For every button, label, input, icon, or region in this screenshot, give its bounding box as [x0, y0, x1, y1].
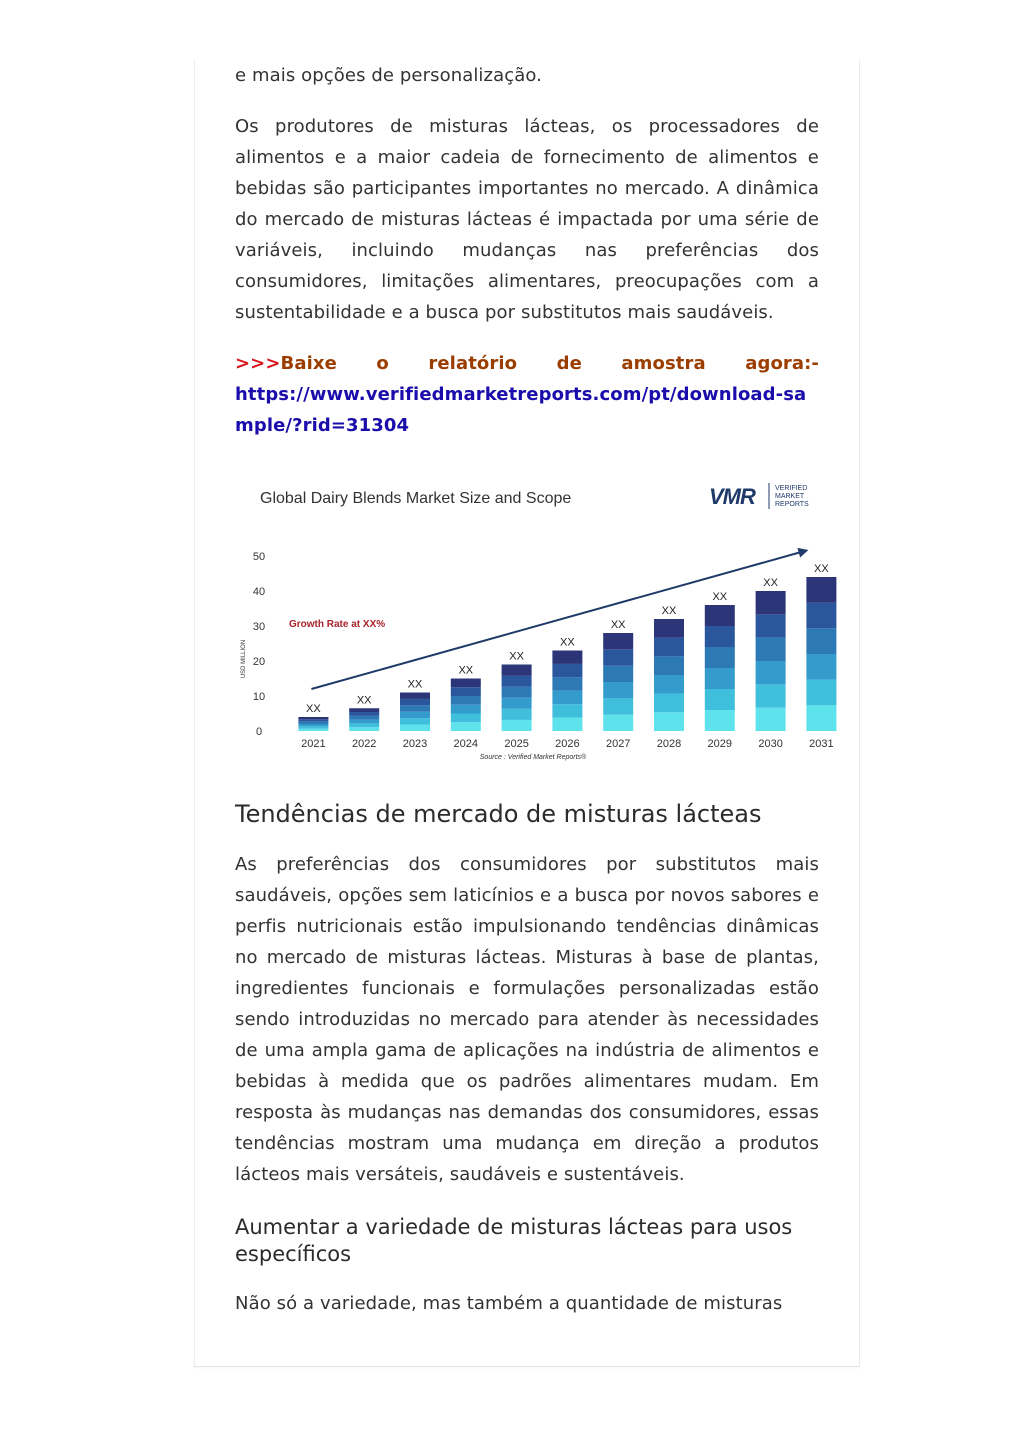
y-tick-label: 50	[252, 551, 266, 563]
bar-segment	[451, 696, 481, 705]
bar-data-label: XX	[306, 703, 321, 715]
bar-segment	[756, 708, 786, 731]
bar-segment	[451, 714, 481, 723]
bar-segment	[349, 708, 379, 712]
bar-segment	[451, 679, 481, 688]
x-tick-label: 2028	[656, 738, 682, 750]
bar-segment	[756, 638, 786, 661]
vmr-logo-mark: VMR	[709, 484, 755, 509]
y-tick-label: 20	[252, 656, 266, 668]
bar-segment	[298, 724, 328, 726]
vmr-logo-line-1: VERIFIED	[775, 485, 808, 492]
x-tick-label: 2026	[555, 738, 580, 750]
bar-data-label: XX	[763, 577, 778, 589]
bar-segment	[502, 665, 532, 676]
growth-rate-annotation: Growth Rate at XX%	[289, 619, 386, 630]
x-tick-label: 2021	[301, 738, 326, 750]
bar-data-label: XX	[610, 619, 626, 631]
bar-segment	[603, 649, 633, 665]
bar-segment	[400, 718, 430, 724]
bar-segment	[806, 680, 836, 706]
bar-segment	[654, 712, 684, 731]
bar-segment	[654, 619, 684, 638]
bar-segment	[400, 725, 430, 731]
y-tick-label: 30	[252, 621, 266, 633]
vmr-logo-line-3: REPORTS	[775, 501, 809, 508]
bar-segment	[552, 677, 582, 690]
bar-segment	[349, 727, 379, 731]
bar-segment	[756, 614, 786, 637]
cta-label: Baixe o relatório de amostra agora:-	[280, 353, 819, 374]
bar-segment	[400, 699, 430, 705]
bar-segment	[654, 638, 684, 657]
bar-segment	[552, 718, 582, 731]
bar-segment	[654, 675, 684, 694]
bar-segment	[451, 687, 481, 696]
paragraph-trends: As preferências dos consumidores por substitutos mais saudáveis, opções sem laticínios e a busca por novos sabores e perfis nutricionais estão impulsionando tendências dinâmicas no mercado de misturas lácteas. Misturas à base de plantas, ingredientes funcionais e formulações personalizadas estão sendo introduzidas no mercado para atender às necessidades de uma ampla gama de aplicações na indústria de alimentos e bebidas à medida que os padrões alimentares mudam. Em resposta às mudanças nas demandas dos consumidores, essas tendências mostram uma mudança em direção a produtos lácteos mais versáteis, saudáveis e sustentáveis.	[235, 854, 819, 1185]
bar-segment	[705, 626, 735, 647]
bar-segment	[705, 689, 735, 710]
bar-segment	[603, 715, 633, 731]
bar-segment	[806, 628, 836, 654]
bar-data-label: XX	[356, 694, 372, 707]
bar-segment	[400, 693, 430, 699]
bar-segment	[603, 633, 633, 649]
bar-segment	[349, 720, 379, 724]
y-axis-label: USD MILLION	[241, 639, 247, 679]
x-tick-label: 2023	[402, 738, 428, 750]
bar-segment	[603, 666, 633, 682]
cta-arrows: >>>	[235, 353, 281, 374]
x-tick-label: 2031	[809, 738, 834, 750]
bar-segment	[806, 603, 836, 629]
bar-segment	[298, 722, 328, 724]
bar-data-label: XX	[407, 678, 423, 691]
x-tick-label: 2022	[351, 738, 377, 750]
bar-segment	[400, 705, 430, 711]
paragraph-variety: Não só a variedade, mas também a quantidade de misturas	[235, 1293, 783, 1314]
bar-segment	[349, 712, 379, 716]
bar-segment	[502, 687, 532, 698]
bar-segment	[502, 698, 532, 709]
bar-segment	[298, 729, 328, 731]
bar-segment	[603, 682, 633, 698]
bar-segment	[705, 647, 735, 668]
bar-data-label: XX	[661, 605, 677, 617]
bar-segment	[502, 720, 532, 731]
bar-segment	[705, 668, 735, 689]
bar-segment	[806, 654, 836, 680]
market-size-chart-svg	[235, 469, 834, 771]
bar-segment	[502, 676, 532, 687]
bar-data-label: XX	[458, 664, 474, 677]
x-tick-label: 2030	[758, 738, 783, 750]
bar-segment	[552, 704, 582, 717]
section-heading-trends: Tendências de mercado de misturas lácteas	[235, 800, 762, 828]
bar-segment	[502, 709, 532, 720]
vmr-logo-line-2: MARKET	[775, 493, 805, 500]
bar-segment	[349, 723, 379, 727]
chart-title: Global Dairy Blends Market Size and Scope	[260, 490, 572, 507]
bar-data-label: XX	[509, 650, 524, 663]
bar-segment	[400, 712, 430, 718]
chart-source: Source : Verified Market Reports®	[479, 754, 587, 761]
bar-segment	[806, 577, 836, 603]
y-tick-label: 0	[255, 726, 263, 738]
bar-segment	[756, 591, 786, 614]
bar-segment	[756, 661, 786, 684]
bar-segment	[298, 717, 328, 719]
bar-segment	[654, 656, 684, 675]
bar-segment	[756, 684, 786, 707]
bar-segment	[654, 694, 684, 713]
y-tick-label: 40	[252, 586, 266, 598]
paragraph-intro-tail: e mais opções de personalização.	[235, 65, 542, 86]
bar-segment	[552, 664, 582, 677]
bar-segment	[298, 726, 328, 728]
bar-segment	[705, 710, 735, 731]
download-sample-link[interactable]: https://www.verifiedmarketreports.com/pt/download-sample/?rid=31304	[235, 384, 807, 436]
bar-segment	[705, 605, 735, 626]
market-size-chart	[235, 469, 834, 771]
x-tick-label: 2027	[605, 738, 631, 750]
x-tick-label: 2025	[504, 738, 529, 750]
cta-label-line	[235, 348, 819, 379]
bar-segment	[451, 722, 481, 731]
bar-data-label: XX	[814, 563, 829, 575]
subsection-heading-variety: Aumentar a variedade de misturas lácteas para usos específicos	[235, 1215, 793, 1266]
article-card	[194, 60, 860, 1367]
paragraph-market-participants: Os produtores de misturas lácteas, os processadores de alimentos e a maior cadeia de fornecimento de alimentos e bebidas são participantes importantes no mercado. A dinâmica do mercado de misturas lácteas é impactada por uma série de variáveis, incluindo mudanças nas preferências dos consumidores, limitações alimentares, preocupações com a sustentabilidade e a busca por substitutos mais saudáveis.	[235, 116, 819, 323]
x-tick-label: 2024	[453, 738, 479, 750]
y-tick-label: 10	[252, 691, 266, 703]
bar-segment	[806, 705, 836, 731]
x-tick-label: 2029	[707, 738, 733, 750]
bar-data-label: XX	[560, 636, 575, 649]
bar-segment	[552, 691, 582, 704]
bar-segment	[349, 716, 379, 720]
bar-segment	[451, 705, 481, 714]
bar-segment	[552, 651, 582, 664]
download-sample-cta	[235, 348, 819, 441]
article-content	[235, 60, 834, 1319]
bar-segment	[603, 698, 633, 714]
bar-data-label: XX	[712, 591, 728, 603]
bar-segment	[298, 719, 328, 721]
